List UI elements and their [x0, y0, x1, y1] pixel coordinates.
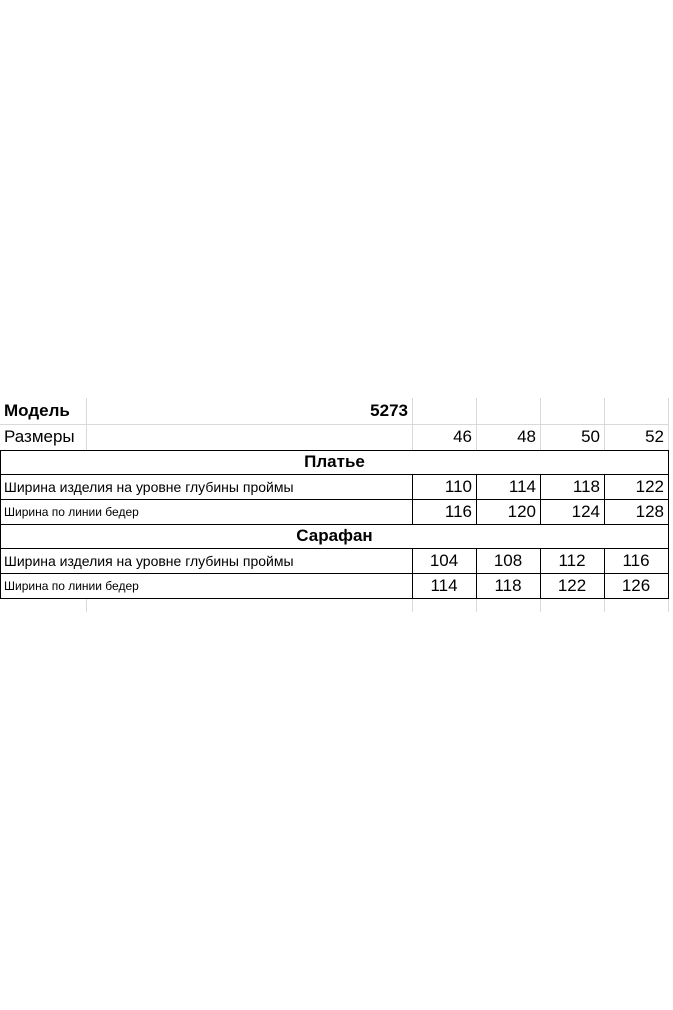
row-label: Ширина по линии бедер [4, 578, 139, 593]
size-value: 48 [517, 427, 536, 446]
row-label: Ширина изделия на уровне глубины проймы [4, 478, 294, 495]
table-cell: 104 [429, 550, 459, 570]
table-cell: 118 [572, 476, 600, 496]
size-value: 52 [645, 427, 664, 446]
table-cell: 112 [558, 550, 586, 570]
table-cell: 116 [444, 501, 472, 521]
table-cell: 114 [508, 476, 536, 496]
table-cell: 114 [430, 575, 458, 595]
row-label: Ширина по линии бедер [4, 504, 139, 519]
row-label: Ширина изделия на уровне глубины проймы [4, 552, 294, 569]
table-cell: 120 [507, 501, 536, 521]
table-cell: 122 [635, 476, 664, 496]
size-value: 50 [581, 427, 600, 446]
table-cell: 108 [493, 550, 523, 570]
section-title-sundress: Сарафан [296, 526, 373, 545]
model-label: Модель [4, 401, 70, 420]
table-cell: 116 [622, 550, 650, 570]
table-cell: 126 [621, 575, 651, 595]
table-cell: 118 [494, 575, 522, 595]
table-cell: 122 [557, 575, 587, 595]
sizes-label: Размеры [4, 427, 75, 446]
table-cell: 128 [635, 501, 664, 521]
model-value: 5273 [370, 401, 408, 420]
table-cell: 110 [444, 476, 472, 496]
size-table [0, 398, 673, 612]
size-value: 46 [453, 427, 472, 446]
table-cell: 124 [571, 501, 600, 521]
section-title-dress: Платье [304, 452, 365, 471]
